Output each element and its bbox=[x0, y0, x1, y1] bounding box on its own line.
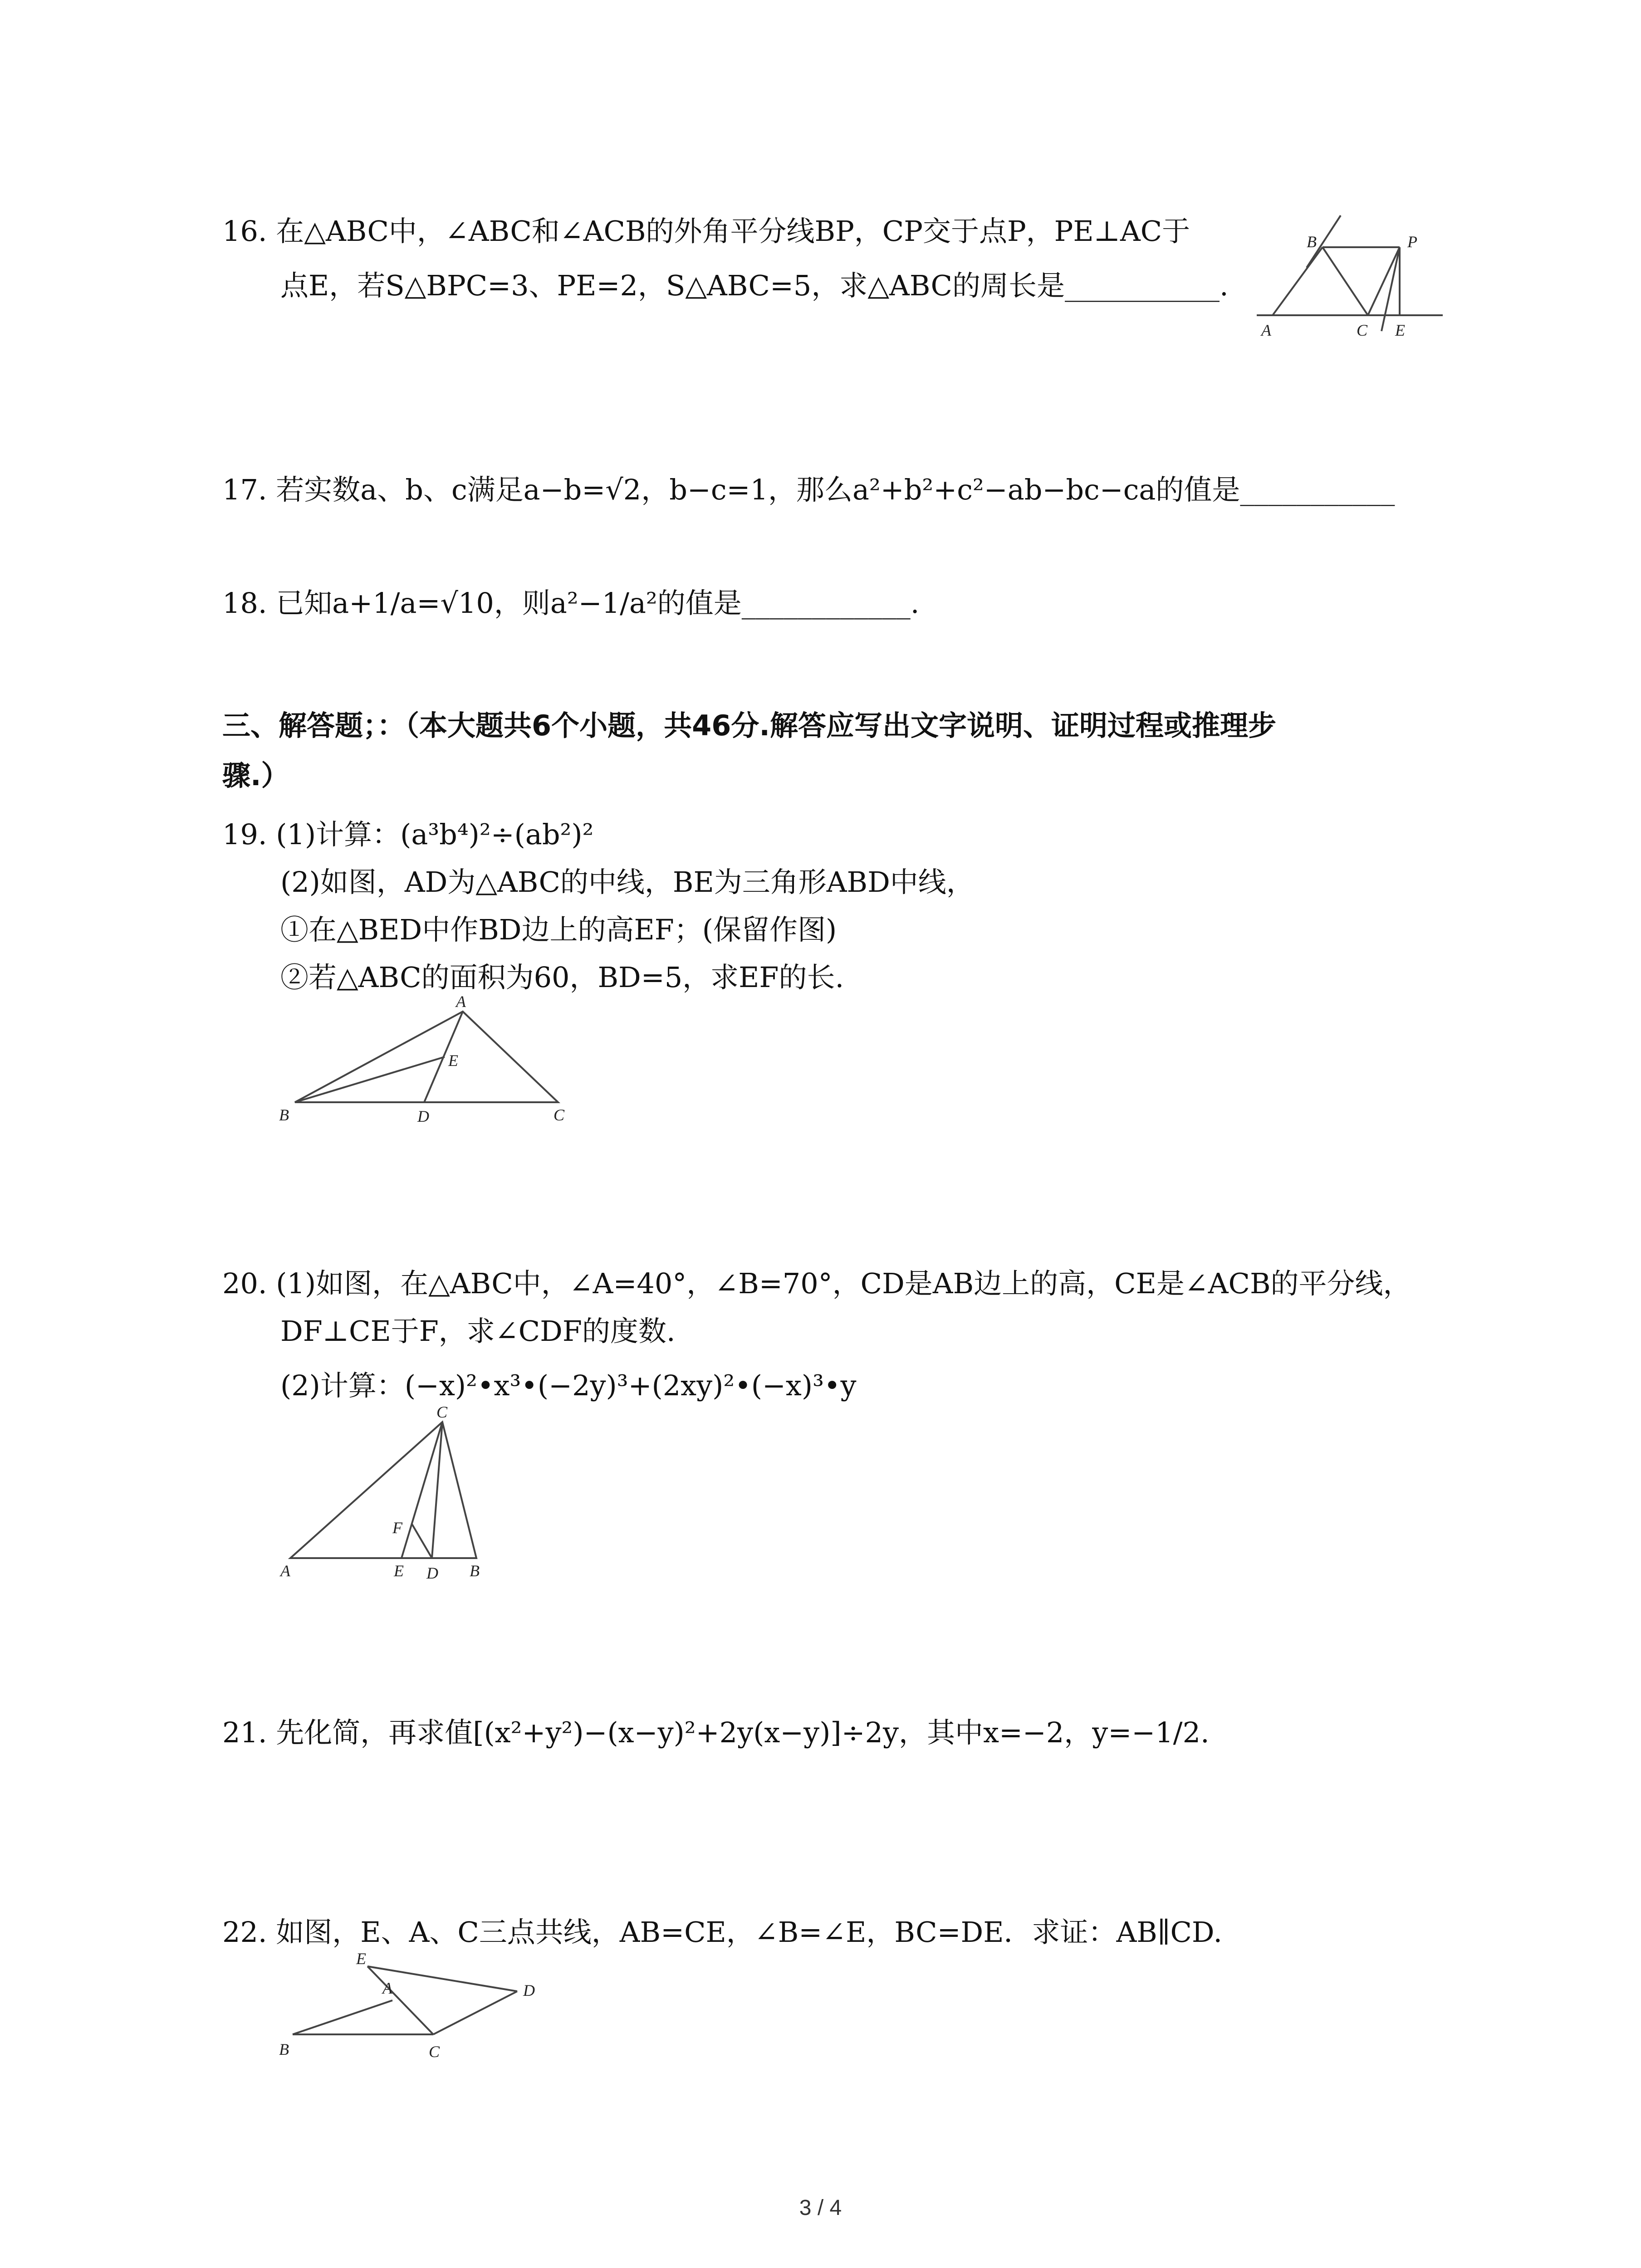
q16-figure bbox=[1243, 200, 1461, 345]
q20-line-3: (2)计算：(−x)²•x³•(−2y)³+(2xy)²•(−x)³•y bbox=[280, 1369, 857, 1402]
q17-line-1: 17. 若实数a、b、c满足a−b=√2，b−c=1，那么a²+b²+c²−ab−bc−ca的值是___________ bbox=[222, 473, 1395, 506]
q20-label-f: F bbox=[392, 1519, 402, 1537]
section-3-heading-line-2: 骤.） bbox=[222, 759, 289, 792]
q16-line-1: 16. 在△ABC中，∠ABC和∠ACB的外角平分线BP，CP交于点P，PE⊥AC于 bbox=[222, 215, 1190, 248]
q19-label-a: A bbox=[456, 993, 466, 1011]
q19-label-e: E bbox=[448, 1051, 458, 1070]
q19-line-1: 19. (1)计算：(a³b⁴)²÷(ab²)² bbox=[222, 818, 594, 851]
q20-label-c: C bbox=[436, 1403, 448, 1421]
q20-line-2: DF⊥CE于F，求∠CDF的度数. bbox=[280, 1315, 676, 1348]
q22-label-a: A bbox=[382, 1979, 392, 1997]
q16-label-e: E bbox=[1395, 321, 1405, 339]
q22-label-e: E bbox=[356, 1950, 366, 1968]
q20-label-a: A bbox=[280, 1562, 290, 1580]
q20-figure bbox=[272, 1402, 526, 1592]
q16-label-a: A bbox=[1261, 321, 1271, 339]
q19-figure bbox=[272, 993, 581, 1129]
q22-line-1: 22. 如图，E、A、C三点共线，AB=CE，∠B=∠E，BC=DE．求证：AB∥CD. bbox=[222, 1916, 1223, 1949]
q22-label-d: D bbox=[523, 1981, 535, 1999]
q19-line-2: (2)如图，AD为△ABC的中线，BE为三角形ABD中线， bbox=[280, 865, 975, 899]
page-number: 3 / 4 bbox=[799, 2196, 842, 2220]
q19-label-b: B bbox=[279, 1106, 289, 1124]
section-3-heading-line-1: 三、解答题；：（本大题共6个小题，共46分.解答应写出文字说明、证明过程或推理步 bbox=[222, 709, 1276, 742]
q19-label-c: C bbox=[554, 1106, 565, 1124]
q22-figure bbox=[272, 1950, 563, 2087]
q19-label-d: D bbox=[417, 1107, 429, 1125]
q18-line-1: 18. 已知a+1/a=√10，则a²−1/a²的值是____________. bbox=[222, 587, 920, 620]
q16-line-2: 点E，若S△BPC=3、PE=2，S△ABC=5，求△ABC的周长是___________. bbox=[280, 269, 1229, 302]
q20-label-e: E bbox=[394, 1562, 404, 1580]
q21-line-1: 21. 先化简，再求值[(x²+y²)−(x−y)²+2y(x−y)]÷2y，其中x=−2，y=−1/2. bbox=[222, 1716, 1210, 1749]
q20-line-1: 20. (1)如图，在△ABC中，∠A=40°，∠B=70°，CD是AB边上的高，CE是∠ACB的平分线， bbox=[222, 1267, 1411, 1300]
q19-line-3: ①在△BED中作BD边上的高EF；(保留作图) bbox=[280, 913, 837, 946]
q22-label-c: C bbox=[429, 2043, 440, 2061]
q16-label-p: P bbox=[1407, 233, 1417, 251]
q19-line-4: ②若△ABC的面积为60，BD=5，求EF的长. bbox=[280, 961, 844, 994]
q16-label-b: B bbox=[1307, 233, 1317, 251]
q22-label-b: B bbox=[279, 2040, 289, 2058]
q20-label-b: B bbox=[470, 1562, 480, 1580]
q16-label-c: C bbox=[1357, 321, 1368, 339]
q20-label-d: D bbox=[426, 1564, 438, 1582]
